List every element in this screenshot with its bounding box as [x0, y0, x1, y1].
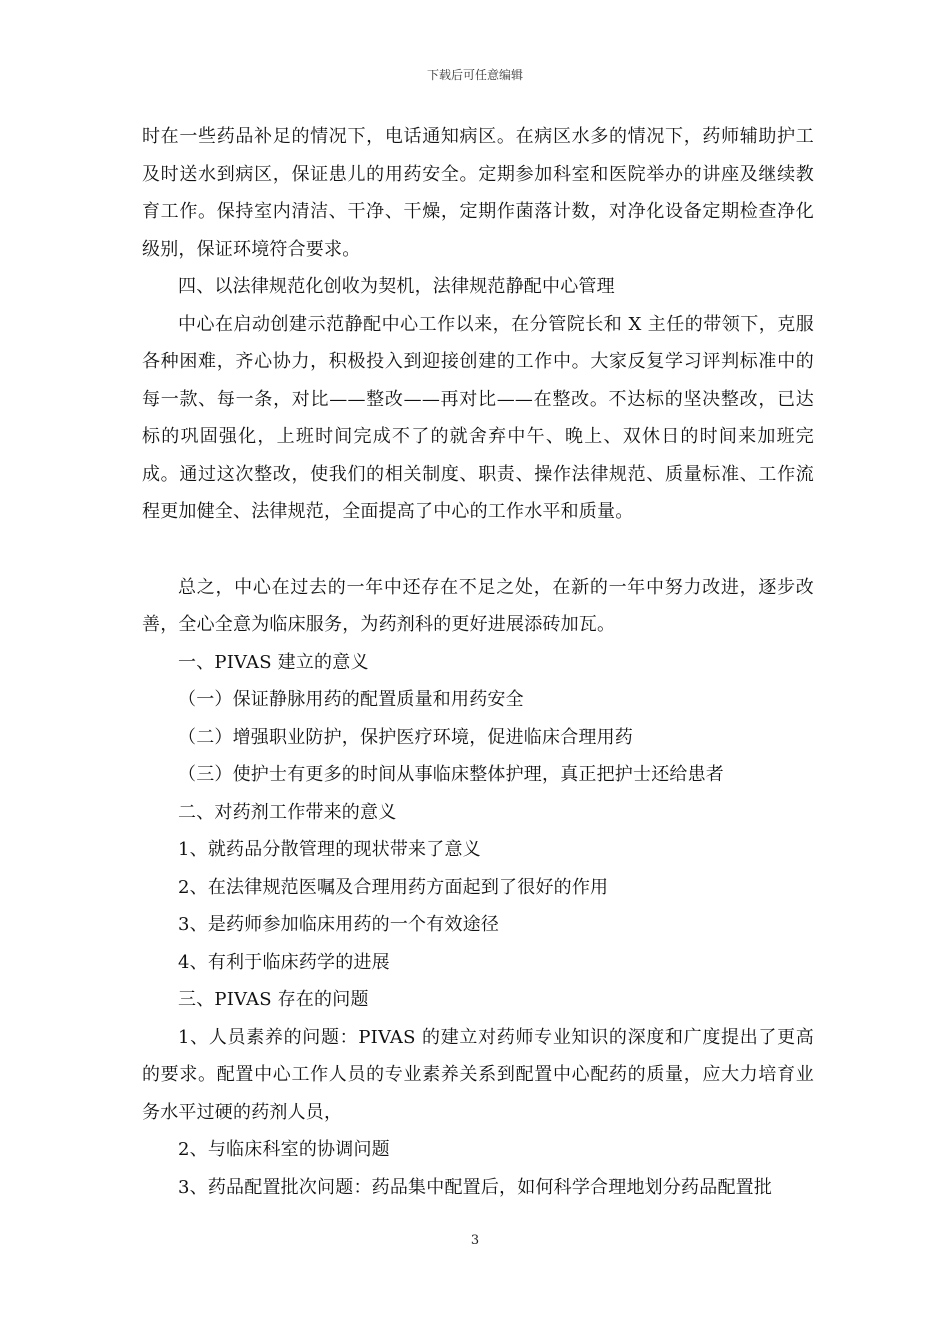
list-item: 3、是药师参加临床用药的一个有效途径: [178, 914, 500, 935]
list-item: 4、有利于临床药学的进展: [178, 951, 390, 973]
list-item: 2、在法律规范医嘱及合理用药方面起到了很好的作用: [178, 876, 609, 898]
section-heading-1: 一、PIVAS 建立的意义: [178, 651, 369, 673]
list-item: 1、人员素养的问题：PIVAS 的建立对药师专业知识的深度和广度提出了更高的要求。配置中心工作人员的专业素养关系到配置中心配药的质量，应大力培育业务水平过硬的药剂人员，: [142, 1026, 814, 1123]
list-item: 3、药品配置批次问题：药品集中配置后，如何科学合理地划分药品配置批: [178, 1176, 773, 1198]
section-heading-4: 四、以法律规范化创收为契机，法律规范静配中心管理: [178, 276, 615, 297]
list-item: 2、与临床科室的协调问题: [178, 1139, 390, 1160]
document-body: [142, 118, 814, 1206]
list-item: （二）增强职业防护，保护医疗环境，促进临床合理用药: [178, 726, 633, 748]
paragraph-summary: 总之，中心在过去的一年中还存在不足之处，在新的一年中努力改进，逐步改善，全心全意为临床服务，为药剂科的更好进展添砖加瓦。: [142, 576, 814, 635]
list-item: （三）使护士有更多的时间从事临床整体护理，真正把护士还给患者: [178, 764, 724, 785]
paragraph-continuation: 时在一些药品补足的情况下，电话通知病区。在病区水多的情况下，药师辅助护工及时送水到病区，保证患儿的用药安全。定期参加科室和医院举办的讲座及继续教育工作。保持室内清洁、干净、干燥，定期作菌落计数，对净化设备定期检查净化级别，保证环境符合要求。: [142, 126, 814, 260]
section-heading-3: 三、PIVAS 存在的问题: [178, 989, 369, 1010]
list-item: 1、就药品分散管理的现状带来了意义: [178, 839, 481, 860]
page-number: 3: [470, 1233, 480, 1248]
section-heading-2: 二、对药剂工作带来的意义: [178, 801, 397, 823]
page-header: 下载后可任意编辑: [426, 68, 523, 82]
blank-line: [142, 531, 814, 569]
list-item: （一）保证静脉用药的配置质量和用药安全: [178, 689, 524, 710]
paragraph: 中心在启动创建示范静配中心工作以来，在分管院长和 X 主任的带领下，克服各种困难，齐心协力，积极投入到迎接创建的工作中。大家反复学习评判标准中的每一款、每一条，对比——整改——再对比——在整改。不达标的坚决整改，已达标的巩固强化，上班时间完成不了的就舍弃中午、晚上、双休日的时间来加班完成。通过这次整改，使我们的相关制度、职责、操作法律规范、质量标准、工作流程更加健全、法律规范，全面提高了中心的工作水平和质量。: [142, 313, 814, 522]
